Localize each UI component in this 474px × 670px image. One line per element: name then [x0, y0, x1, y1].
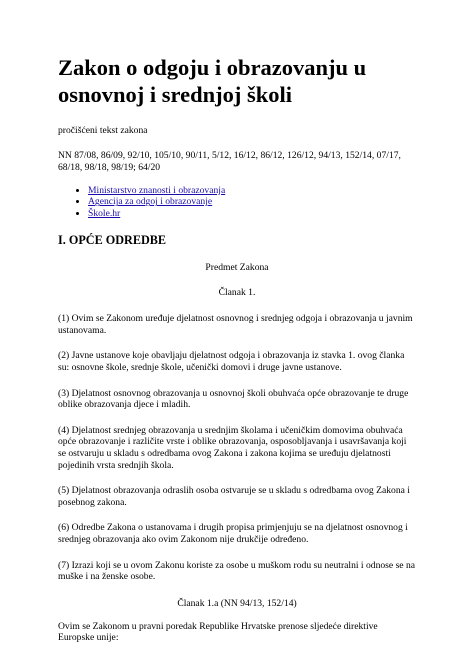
- section-heading: I. OPĆE ODREDBE: [58, 233, 167, 248]
- article-1-heading: Članak 1.: [218, 287, 256, 299]
- list-item: [88, 185, 416, 196]
- paragraph-6: (6) Odredbe Zakona o ustanovama i drugih propisa primjenjuju se na djelatnost osnovnog i srednjeg obrazovanja ako ovim Zakonom nije drukčije određeno.: [58, 522, 408, 545]
- document-title: Zakon o odgoju i obrazovanju u osnovnoj i srednjoj školi: [58, 55, 367, 107]
- gazette-references: NN 87/08, 86/09, 92/10, 105/10, 90/11, 5/12, 16/12, 86/12, 126/12, 94/13, 152/14, 07/17, 68/18, 98/18, 98/19; 64/20: [58, 150, 401, 173]
- paragraph-3: (3) Djelatnost osnovnog obrazovanja u osnovnoj školi obuhvaća opće obrazovanje te druge oblike obrazovanja djece i mladih.: [58, 387, 409, 411]
- related-links-list: [58, 185, 416, 219]
- paragraph-4: (4) Djelatnost srednjeg obrazovanja u srednjim školama i učeničkim domovima obuhvaća opće obrazovanje i različite vrste i oblike obrazovanja, osposobljavanja i usavršavanja koji se ostvaruju u skladu s odredbama ovog Zakona i zakona kojima se uređuju djelatnosti pojedinih vrsta srednjih škola.: [58, 424, 407, 471]
- subject-heading: Predmet Zakona: [205, 262, 269, 274]
- paragraph-1: (1) Ovim se Zakonom uređuje djelatnost osnovnog i srednjeg odgoja i obrazovanja u javnim ustanovama.: [58, 313, 413, 336]
- list-item: [88, 196, 416, 207]
- document-subtitle: pročišćeni tekst zakona: [58, 125, 148, 136]
- paragraph-2: (2) Javne ustanove koje obavljaju djelatnost odgoja i obrazovanja iz stavka 1. ovog članka su: osnovne škole, srednje škole, učenički domovi i druge javne ustanove.: [58, 350, 405, 373]
- directives-intro: Ovim se Zakonom u pravni poredak Republike Hrvatske prenose sljedeće direktive Europske unije:: [58, 620, 378, 644]
- link-skole[interactable]: Škole.hr: [88, 207, 121, 219]
- article-1a-heading: Članak 1.a (NN 94/13, 152/14): [177, 597, 297, 609]
- link-agencija[interactable]: Agencija za odgoj i obrazovanje: [88, 196, 213, 208]
- paragraph-5: (5) Djelatnost obrazovanja odraslih osoba ostvaruje se u skladu s odredbama ovog Zakona i posebnog zakona.: [58, 485, 410, 508]
- link-ministarstvo[interactable]: Ministarstvo znanosti i obrazovanja: [88, 185, 226, 196]
- paragraph-7: (7) Izrazi koji se u ovom Zakonu koriste za osobe u muškom rodu su neutralni i odnose se na muške i na ženske osobe.: [58, 559, 416, 583]
- list-item: [88, 208, 416, 219]
